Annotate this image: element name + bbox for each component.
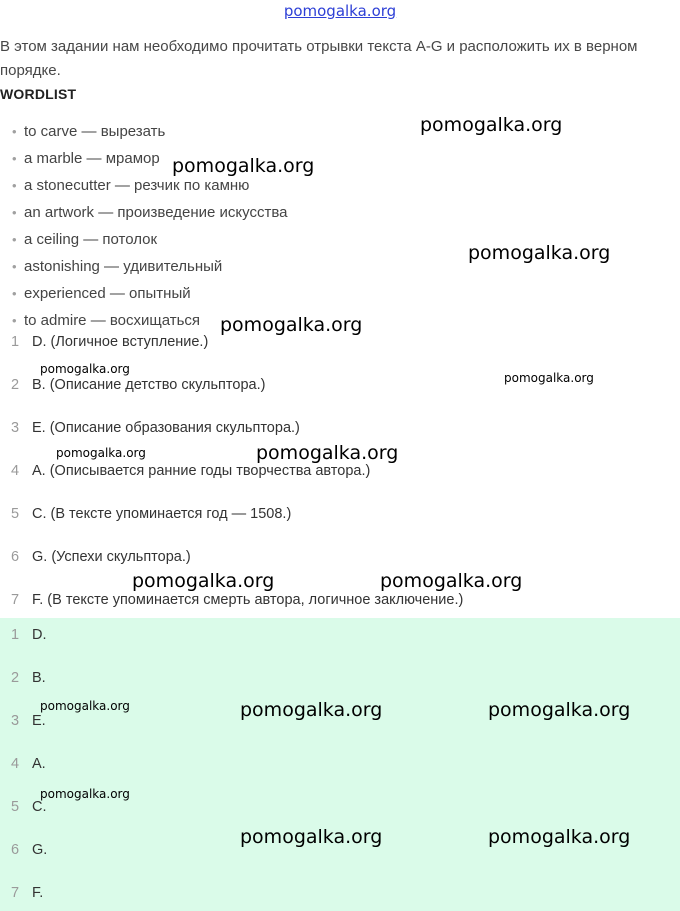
watermark: pomogalka.org	[40, 699, 130, 713]
watermark: pomogalka.org	[240, 699, 383, 721]
watermark: pomogalka.org	[420, 114, 563, 136]
watermark: pomogalka.org	[380, 570, 523, 592]
wordlist-item-text: astonishing — удивительный	[24, 258, 223, 275]
wordlist-item-text: a ceiling — потолок	[24, 231, 158, 248]
wordlist-item	[12, 199, 287, 226]
answer-box	[0, 618, 680, 911]
bullet-icon: •	[12, 205, 17, 220]
order-item	[0, 549, 191, 565]
order-text: D. (Логичное вступление.)	[32, 334, 209, 350]
order-text: B. (Описание детство скульптора.)	[32, 377, 266, 393]
order-item	[0, 592, 463, 608]
order-text: C. (В тексте упоминается год — 1508.)	[32, 506, 292, 522]
watermark: pomogalka.org	[468, 242, 611, 264]
order-number: 2	[11, 377, 20, 393]
wordlist-item	[12, 118, 287, 145]
bullet-icon: •	[12, 232, 17, 247]
bullet-icon: •	[12, 313, 17, 328]
answer-number: 2	[11, 670, 20, 686]
answer-item	[0, 799, 47, 815]
order-number: 7	[11, 592, 20, 608]
answer-item	[0, 756, 46, 772]
wordlist-item-text: a marble — мрамор	[24, 150, 160, 167]
watermark: pomogalka.org	[488, 699, 631, 721]
order-text: E. (Описание образования скульптора.)	[32, 420, 300, 436]
answer-number: 6	[11, 842, 20, 858]
order-item	[0, 463, 370, 479]
order-item	[0, 334, 208, 350]
watermark: pomogalka.org	[240, 826, 383, 848]
watermark: pomogalka.org	[56, 446, 146, 460]
order-item	[0, 377, 265, 393]
answer-text: D.	[32, 627, 47, 643]
site-link-text[interactable]: pomogalka.org	[283, 2, 397, 20]
wordlist-item	[12, 226, 287, 253]
answer-number: 1	[11, 627, 20, 643]
answer-item	[0, 713, 46, 729]
answer-number: 5	[11, 799, 20, 815]
watermark: pomogalka.org	[220, 314, 363, 336]
wordlist-item	[12, 280, 287, 307]
answer-text: F.	[32, 885, 44, 901]
bullet-icon: •	[12, 178, 17, 193]
order-number: 6	[11, 549, 20, 565]
answer-number: 7	[11, 885, 20, 901]
watermark: pomogalka.org	[132, 570, 275, 592]
answer-text: A.	[32, 756, 46, 772]
wordlist-item	[12, 253, 287, 280]
bullet-icon: •	[12, 286, 17, 301]
bullet-icon: •	[12, 124, 17, 139]
watermark: pomogalka.org	[172, 155, 315, 177]
answer-item	[0, 627, 47, 643]
order-number: 4	[11, 463, 20, 479]
wordlist-heading: WORDLIST	[0, 86, 77, 102]
answer-text: E.	[32, 713, 46, 729]
watermark: pomogalka.org	[504, 371, 594, 385]
intro-text: В этом задании нам необходимо прочитать отрывки текста A-G и расположить их в верном порядке.	[0, 38, 638, 79]
order-text: A. (Описывается ранние годы творчества автора.)	[32, 463, 371, 479]
watermark: pomogalka.org	[40, 362, 130, 376]
order-number: 5	[11, 506, 20, 522]
watermark: pomogalka.org	[40, 787, 130, 801]
order-number: 3	[11, 420, 20, 436]
answer-item	[0, 885, 43, 901]
answer-text: B.	[32, 670, 46, 686]
bullet-icon: •	[12, 259, 17, 274]
wordlist-item-text: experienced — опытный	[24, 285, 191, 302]
order-item	[0, 420, 300, 436]
answer-item	[0, 670, 46, 686]
answer-text: G.	[32, 842, 48, 858]
bullet-icon: •	[12, 151, 17, 166]
watermark: pomogalka.org	[488, 826, 631, 848]
order-text: F. (В тексте упоминается смерть автора, логичное заключение.)	[32, 592, 464, 608]
wordlist-item-text: an artwork — произведение искусства	[24, 204, 288, 221]
wordlist-item-text: to carve — вырезать	[24, 123, 166, 140]
site-link[interactable]	[0, 2, 680, 20]
answer-number: 3	[11, 713, 20, 729]
wordlist-item-text: a stonecutter — резчик по камню	[24, 177, 250, 194]
wordlist-item-text: to admire — восхищаться	[24, 312, 201, 329]
order-item	[0, 506, 291, 522]
answer-number: 4	[11, 756, 20, 772]
order-number: 1	[11, 334, 20, 350]
order-text: G. (Успехи скульптора.)	[32, 549, 191, 565]
answer-item	[0, 842, 47, 858]
answer-text: C.	[32, 799, 47, 815]
wordlist	[12, 118, 287, 334]
watermark: pomogalka.org	[256, 442, 399, 464]
